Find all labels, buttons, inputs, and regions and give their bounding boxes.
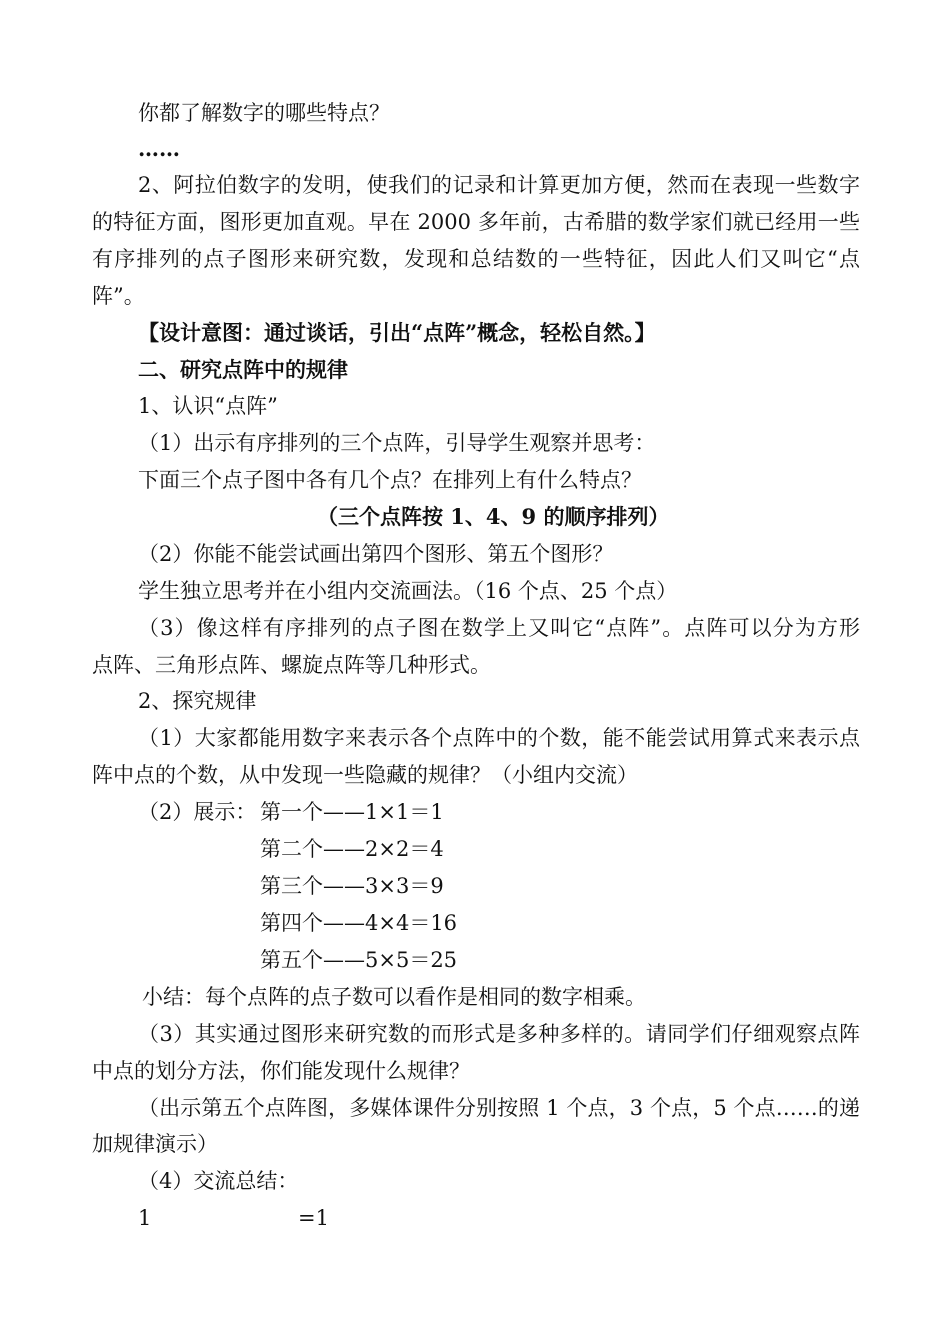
ellipsis-line: …… [138, 136, 180, 161]
equation-row-1: 第一个——1×1＝1 [260, 800, 444, 824]
design-intent-note: 【设计意图：通过谈话，引出“点阵”概念，轻松自然。】 [138, 320, 656, 345]
demo-note-line-1: （出示第五个点阵图，多媒体课件分别按照 1 个点，3 个点，5 个点……的递 [138, 1096, 860, 1120]
explore-step-1-line-2: 阵中点的个数，从中发现一些隐藏的规律？（小组内交流） [92, 763, 638, 787]
paragraph-2-line-4: 阵”。 [92, 284, 145, 308]
step-3-line-2: 点阵、三角形点阵、螺旋点阵等几种形式。 [92, 653, 491, 677]
equation-row-4: 第四个——4×4＝16 [260, 911, 458, 935]
student-activity-line: 学生独立思考并在小组内交流画法。（16 个点、25 个点） [138, 579, 678, 603]
subsection-heading-1: 1、认识“点阵” [138, 394, 278, 418]
step-2-line: （2）你能不能尝试画出第四个图形、第五个图形？ [138, 542, 614, 566]
explore-step-1-line-1: （1）大家都能用数字来表示各个点阵中的个数，能不能尝试用算式来表示点 [138, 726, 860, 750]
dot-arrangement-caption: （三个点阵按 1、4、9 的顺序排列） [317, 504, 670, 529]
paragraph-2-line-3: 有序排列的点子图形来研究数，发现和总结数的一些特征，因此人们又叫它“点 [92, 247, 860, 271]
equation-row-5: 第五个——5×5＝25 [260, 948, 458, 972]
question-dot-figures: 下面三个点子图中各有几个点？在排列上有什么特点？ [138, 468, 642, 492]
sum-term: 1 [138, 1206, 152, 1230]
step-3-line-1: （3）像这样有序排列的点子图在数学上又叫它“点阵”。点阵可以分为方形 [138, 616, 860, 640]
explore-step-3-line-1: （3）其实通过图形来研究数的而形式是多种多样的。请同学们仔细观察点阵 [138, 1022, 860, 1046]
display-label: （2）展示： [138, 800, 257, 824]
demo-note-line-2: 加规律演示） [92, 1132, 218, 1156]
paragraph-2-line-1: 2、阿拉伯数字的发明，使我们的记录和计算更加方便，然而在表现一些数字 [138, 173, 860, 197]
equation-row-3: 第三个——3×3＝9 [260, 874, 444, 898]
step-1-line: （1）出示有序排列的三个点阵，引导学生观察并思考： [138, 431, 656, 455]
subsection-heading-2: 2、探究规律 [138, 689, 257, 713]
summary-line: 小结：每个点阵的点子数可以看作是相同的数字相乘。 [142, 985, 646, 1009]
question-line: 你都了解数字的哪些特点？ [138, 101, 390, 125]
sum-result: =1 [298, 1206, 329, 1230]
equation-row-2: 第二个——2×2＝4 [260, 837, 444, 861]
explore-step-3-line-2: 中点的划分方法，你们能发现什么规律？ [92, 1059, 470, 1083]
paragraph-2-line-2: 的特征方面，图形更加直观。早在 2000 多年前，古希腊的数学家们就已经用一些 [92, 210, 860, 234]
section-heading-2: 二、研究点阵中的规律 [138, 357, 348, 382]
explore-step-4-line: （4）交流总结： [138, 1169, 299, 1193]
